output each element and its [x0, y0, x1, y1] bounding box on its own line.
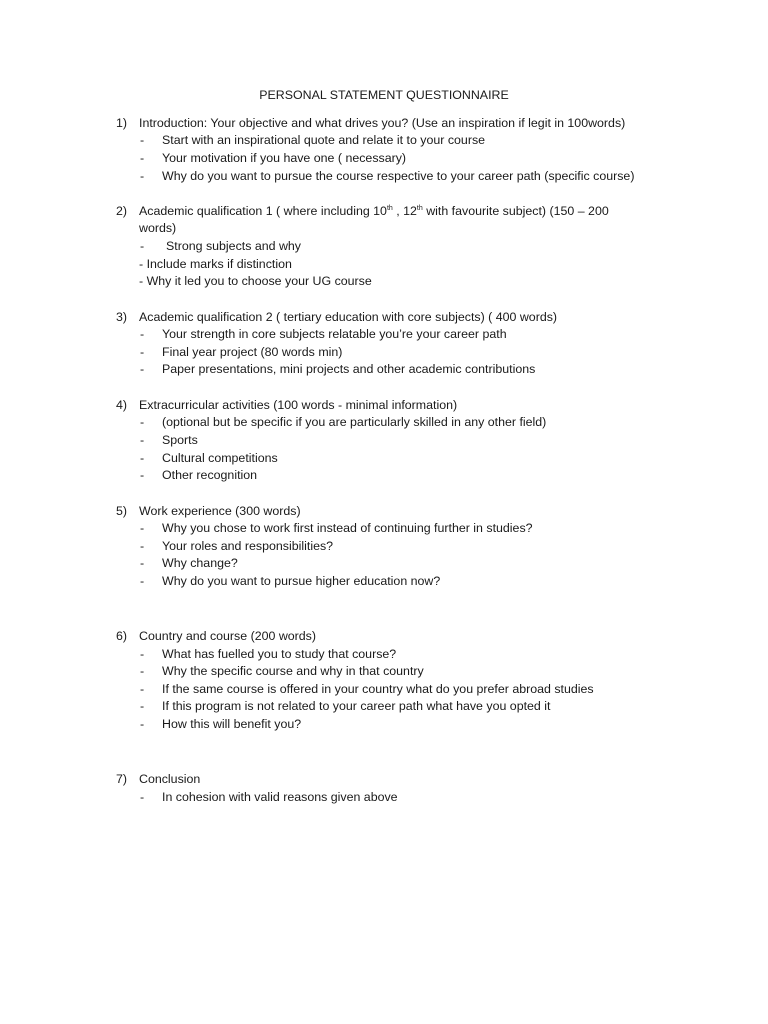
section-number: 3) [116, 310, 128, 324]
section-number: 5) [116, 504, 128, 518]
section-number: 7) [116, 772, 128, 786]
section-number: 6) [116, 629, 128, 643]
bullet-text: Your roles and responsibilities? [162, 539, 334, 553]
bullet-dash: - [140, 539, 145, 553]
bullet-text: Start with an inspirational quote and relate it to your course [162, 133, 486, 147]
plain-line: - Include marks if distinction [139, 257, 292, 271]
bullet-dash: - [140, 699, 145, 713]
bullet-dash: - [140, 664, 145, 678]
bullet-text: Your motivation if you have one ( necessary) [162, 151, 407, 165]
bullet-dash: - [140, 433, 145, 447]
bullet-text: Strong subjects and why [166, 239, 301, 253]
bullet-text: Cultural competitions [162, 451, 278, 465]
bullet-text: Final year project (80 words min) [162, 345, 343, 359]
bullet-text: Why the specific course and why in that country [162, 664, 424, 678]
bullet-text: In cohesion with valid reasons given above [162, 790, 398, 804]
bullet-dash: - [140, 451, 145, 465]
bullet-dash: - [140, 327, 145, 341]
section-number: 2) [116, 204, 128, 218]
bullet-dash: - [140, 362, 145, 376]
bullet-dash: - [140, 556, 145, 570]
plain-line: - Why it led you to choose your UG course [139, 274, 372, 288]
bullet-dash: - [140, 521, 145, 535]
bullet-text: Why do you want to pursue higher education now? [162, 574, 441, 588]
bullet-dash: - [140, 468, 145, 482]
bullet-dash: - [140, 415, 145, 429]
section-heading: Academic qualification 1 ( where including 10th , 12th with favourite subject) (150 – 200 [139, 204, 609, 218]
section-number: 4) [116, 398, 128, 412]
bullet-text: How this will benefit you? [162, 717, 302, 731]
bullet-text: Paper presentations, mini projects and other academic contributions [162, 362, 536, 376]
bullet-text: Sports [162, 433, 198, 447]
section-heading: Academic qualification 2 ( tertiary education with core subjects) ( 400 words) [139, 310, 558, 324]
section-heading: Country and course (200 words) [139, 629, 316, 643]
bullet-dash: - [140, 345, 145, 359]
bullet-text: Why you chose to work first instead of continuing further in studies? [162, 521, 533, 535]
section-heading: Extracurricular activities (100 words - minimal information) [139, 398, 458, 412]
bullet-dash: - [140, 133, 145, 147]
bullet-dash: - [140, 574, 145, 588]
section-heading: Work experience (300 words) [139, 504, 301, 518]
bullet-dash: - [140, 151, 145, 165]
bullet-text: (optional but be specific if you are particularly skilled in any other field) [162, 415, 547, 429]
section-heading: Conclusion [139, 772, 201, 786]
bullet-text: If the same course is offered in your country what do you prefer abroad studies [162, 682, 594, 696]
bullet-text: Your strength in core subjects relatable you’re your career path [162, 327, 507, 341]
bullet-dash: - [140, 239, 145, 253]
section-heading-continued: words) [139, 221, 177, 235]
bullet-text: If this program is not related to your career path what have you opted it [162, 699, 551, 713]
section-number: 1) [116, 116, 128, 130]
page-title: PERSONAL STATEMENT QUESTIONNAIRE [259, 88, 509, 102]
bullet-dash: - [140, 647, 145, 661]
bullet-text: Other recognition [162, 468, 258, 482]
bullet-dash: - [140, 682, 145, 696]
bullet-text: Why change? [162, 556, 238, 570]
bullet-text: What has fuelled you to study that course? [162, 647, 397, 661]
section-heading: Introduction: Your objective and what drives you? (Use an inspiration if legit in 100words) [139, 116, 626, 130]
bullet-dash: - [140, 790, 145, 804]
bullet-dash: - [140, 717, 145, 731]
bullet-text: Why do you want to pursue the course respective to your career path (specific course) [162, 169, 635, 183]
bullet-dash: - [140, 169, 145, 183]
